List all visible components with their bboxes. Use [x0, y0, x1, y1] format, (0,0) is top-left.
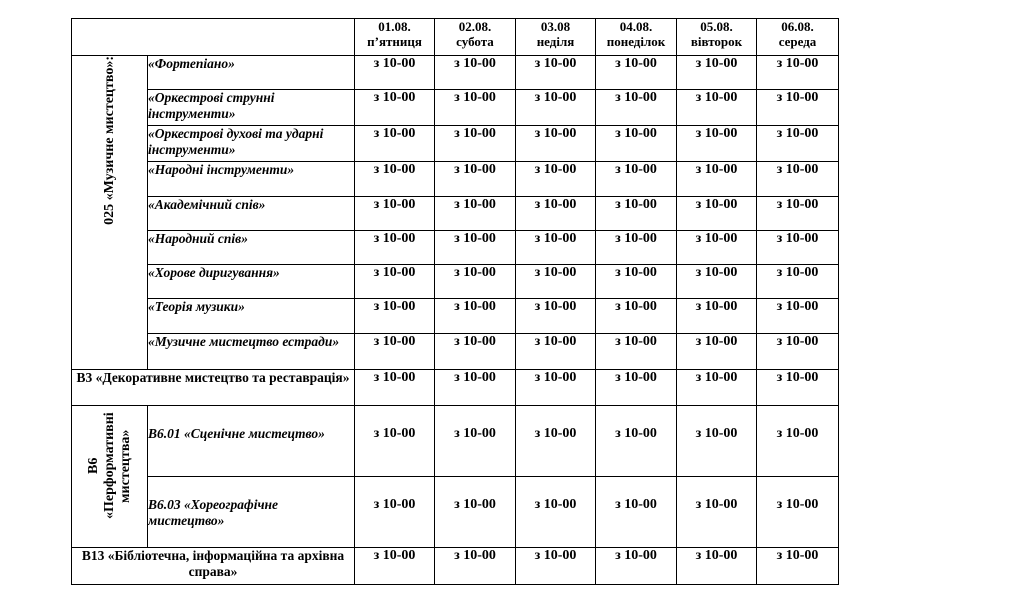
time-cell: з 10-00 — [435, 370, 516, 406]
table-row — [72, 548, 839, 585]
time-cell: з 10-00 — [677, 90, 757, 126]
time-cell: з 10-00 — [677, 370, 757, 406]
time-cell: з 10-00 — [516, 231, 596, 265]
header-day-3: 03.08 неділя — [516, 19, 596, 56]
time-cell: з 10-00 — [355, 299, 435, 334]
time-cell: з 10-00 — [677, 231, 757, 265]
time-cell: з 10-00 — [757, 406, 839, 477]
table-row — [72, 231, 839, 265]
time-cell: з 10-00 — [516, 162, 596, 197]
time-cell: з 10-00 — [516, 548, 596, 585]
time-cell: з 10-00 — [516, 370, 596, 406]
time-cell: з 10-00 — [757, 370, 839, 406]
header-day-1: 01.08. п’ятниця — [355, 19, 435, 56]
table-row — [72, 90, 839, 126]
time-cell: з 10-00 — [677, 162, 757, 197]
subject-cell: «Хорове диригування» — [148, 265, 355, 299]
time-cell: з 10-00 — [355, 334, 435, 370]
time-cell: з 10-00 — [677, 126, 757, 162]
subject-cell: «Народний спів» — [148, 231, 355, 265]
performative-group-label: В6 «Перформативні мистецтва» — [85, 412, 133, 520]
subject-cell: В6.01 «Сценічне мистецтво» — [148, 406, 355, 477]
time-cell: з 10-00 — [516, 299, 596, 334]
time-cell: з 10-00 — [757, 299, 839, 334]
time-cell: з 10-00 — [355, 126, 435, 162]
time-cell: з 10-00 — [516, 406, 596, 477]
time-cell: з 10-00 — [757, 126, 839, 162]
time-cell: з 10-00 — [757, 548, 839, 585]
time-cell: з 10-00 — [677, 334, 757, 370]
time-cell: з 10-00 — [596, 162, 677, 197]
time-cell: з 10-00 — [596, 126, 677, 162]
time-cell: з 10-00 — [677, 548, 757, 585]
time-cell: з 10-00 — [677, 56, 757, 90]
time-cell: з 10-00 — [757, 265, 839, 299]
table-row — [72, 265, 839, 299]
library-science-cell: В13 «Бібліотечна, інформаційна та архівна справа» — [72, 548, 355, 585]
time-cell: з 10-00 — [435, 406, 516, 477]
time-cell: з 10-00 — [435, 265, 516, 299]
time-cell: з 10-00 — [435, 548, 516, 585]
time-cell: з 10-00 — [355, 231, 435, 265]
time-cell: з 10-00 — [596, 548, 677, 585]
time-cell: з 10-00 — [596, 334, 677, 370]
time-cell: з 10-00 — [435, 162, 516, 197]
time-cell: з 10-00 — [355, 477, 435, 548]
schedule-table — [71, 18, 839, 585]
time-cell: з 10-00 — [355, 56, 435, 90]
time-cell: з 10-00 — [516, 56, 596, 90]
time-cell: з 10-00 — [596, 299, 677, 334]
time-cell: з 10-00 — [516, 90, 596, 126]
subject-cell: «Оркестрові духові та ударні інструменти» — [148, 126, 355, 162]
time-cell: з 10-00 — [516, 334, 596, 370]
subject-cell: «Академічний спів» — [148, 197, 355, 231]
time-cell: з 10-00 — [435, 197, 516, 231]
decorative-arts-cell: В3 «Декоративне мистецтво та реставрація» — [72, 370, 355, 406]
subject-cell: «Оркестрові струнні інструменти» — [148, 90, 355, 126]
table-row — [72, 197, 839, 231]
time-cell: з 10-00 — [757, 334, 839, 370]
time-cell: з 10-00 — [355, 370, 435, 406]
time-cell: з 10-00 — [757, 231, 839, 265]
table-row — [72, 299, 839, 334]
table-row — [72, 477, 839, 548]
time-cell: з 10-00 — [677, 299, 757, 334]
time-cell: з 10-00 — [435, 231, 516, 265]
subject-cell: «Музичне мистецтво естради» — [148, 334, 355, 370]
time-cell: з 10-00 — [355, 265, 435, 299]
music-group-cell — [72, 56, 148, 370]
subject-cell: «Фортепіано» — [148, 56, 355, 90]
subject-cell: «Народні інструменти» — [148, 162, 355, 197]
time-cell: з 10-00 — [596, 265, 677, 299]
time-cell: з 10-00 — [757, 197, 839, 231]
header-row — [72, 19, 839, 56]
time-cell: з 10-00 — [596, 406, 677, 477]
header-day-2: 02.08. субота — [435, 19, 516, 56]
time-cell: з 10-00 — [677, 406, 757, 477]
time-cell: з 10-00 — [596, 477, 677, 548]
header-corner-cell — [72, 19, 355, 56]
time-cell: з 10-00 — [677, 477, 757, 548]
performative-group-cell — [72, 406, 148, 548]
time-cell: з 10-00 — [677, 197, 757, 231]
table-row — [72, 370, 839, 406]
time-cell: з 10-00 — [435, 90, 516, 126]
time-cell: з 10-00 — [516, 197, 596, 231]
table-row — [72, 406, 839, 477]
time-cell: з 10-00 — [355, 162, 435, 197]
time-cell: з 10-00 — [596, 56, 677, 90]
time-cell: з 10-00 — [355, 548, 435, 585]
header-day-5: 05.08. вівторок — [677, 19, 757, 56]
time-cell: з 10-00 — [757, 477, 839, 548]
table-row — [72, 334, 839, 370]
header-day-6: 06.08. середа — [757, 19, 839, 56]
time-cell: з 10-00 — [757, 90, 839, 126]
subject-cell: «Теорія музики» — [148, 299, 355, 334]
header-day-4: 04.08. понеділок — [596, 19, 677, 56]
time-cell: з 10-00 — [355, 90, 435, 126]
table-row — [72, 56, 839, 90]
time-cell: з 10-00 — [355, 197, 435, 231]
time-cell: з 10-00 — [435, 56, 516, 90]
time-cell: з 10-00 — [435, 126, 516, 162]
time-cell: з 10-00 — [355, 406, 435, 477]
time-cell: з 10-00 — [757, 162, 839, 197]
table-row — [72, 126, 839, 162]
time-cell: з 10-00 — [435, 334, 516, 370]
time-cell: з 10-00 — [677, 265, 757, 299]
music-group-label: 025 «Музичне мистецтво»: — [101, 56, 117, 225]
time-cell: з 10-00 — [435, 477, 516, 548]
time-cell: з 10-00 — [596, 231, 677, 265]
time-cell: з 10-00 — [596, 90, 677, 126]
time-cell: з 10-00 — [596, 370, 677, 406]
table-row — [72, 162, 839, 197]
time-cell: з 10-00 — [516, 265, 596, 299]
time-cell: з 10-00 — [516, 477, 596, 548]
time-cell: з 10-00 — [596, 197, 677, 231]
subject-cell: В6.03 «Хореографічне мистецтво» — [148, 477, 355, 548]
time-cell: з 10-00 — [757, 56, 839, 90]
time-cell: з 10-00 — [435, 299, 516, 334]
time-cell: з 10-00 — [516, 126, 596, 162]
